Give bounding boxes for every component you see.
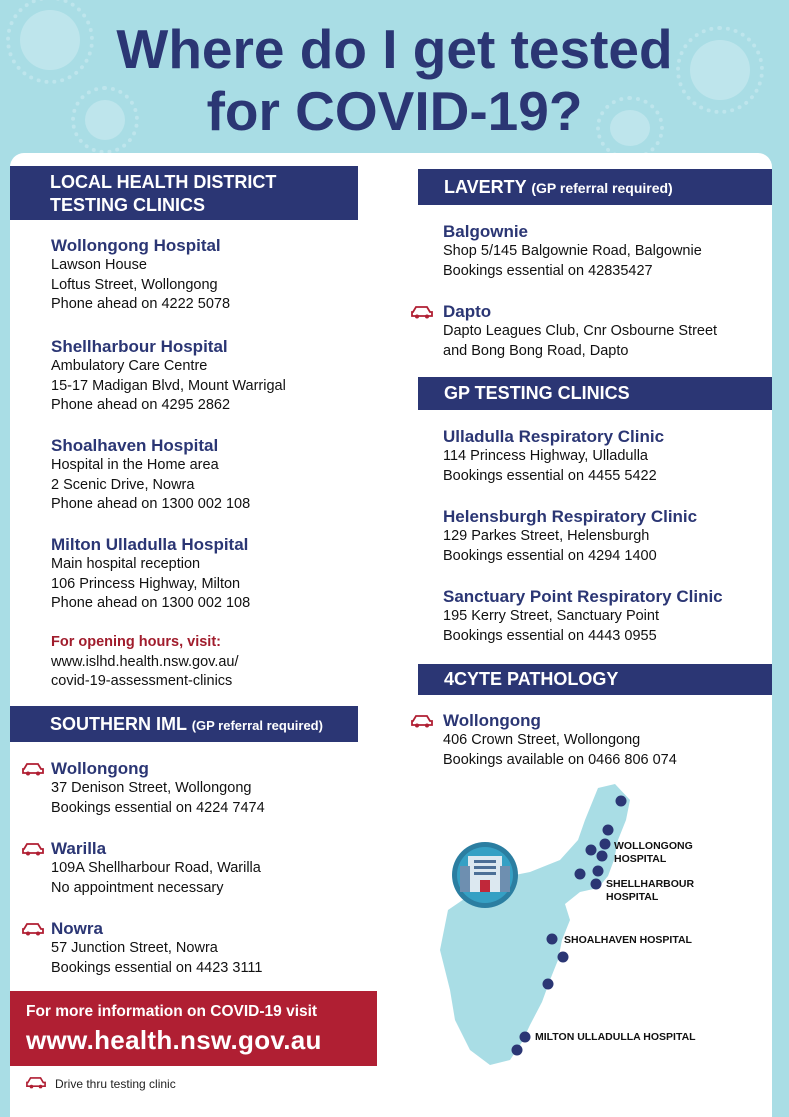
clinic-name: Dapto (443, 302, 492, 321)
clinic-phone: Phone ahead on 1300 002 108 (51, 595, 251, 611)
map-landmass (440, 784, 630, 1065)
southern-nowra (51, 918, 262, 978)
region-map (430, 780, 750, 1070)
map-dot (512, 1045, 523, 1056)
map-label-wollongong (614, 840, 693, 866)
legend-drive-thru: Drive thru testing clinic (55, 1077, 176, 1091)
clinic-line: Main hospital reception (51, 556, 201, 572)
4cyte-title: 4CYTE PATHOLOGY (444, 669, 619, 689)
clinic-name: Balgownie (443, 222, 529, 241)
title-line-1: Where do I get tested (116, 18, 673, 80)
map-dot (543, 979, 554, 990)
clinic-line: Shop 5/145 Balgownie Road, Balgownie (443, 243, 702, 259)
clinic-name: Nowra (51, 919, 103, 938)
clinic-line: 129 Parkes Street, Helensburgh (443, 528, 650, 544)
clinic-line: 406 Crown Street, Wollongong (443, 732, 641, 748)
map-dot (520, 1032, 531, 1043)
clinic-line: Lawson House (51, 257, 147, 273)
clinic-line: 195 Kerry Street, Sanctuary Point (443, 608, 659, 624)
hospital-icon (452, 842, 518, 908)
clinic-phone: Phone ahead on 4295 2862 (51, 397, 231, 413)
clinic-name: Shellharbour Hospital (51, 337, 228, 356)
car-icon (22, 762, 44, 776)
more-info-text: For more information on COVID-19 visit (26, 1003, 318, 1020)
clinic-shellharbour-hospital (51, 336, 286, 416)
clinic-line: Dapto Leagues Club, Cnr Osbourne Street (443, 323, 718, 339)
page-title (0, 18, 789, 142)
clinic-phone: Phone ahead on 1300 002 108 (51, 496, 251, 512)
clinic-phone: Bookings essential on 4423 3111 (51, 959, 263, 976)
car-icon (22, 842, 44, 856)
more-info-link[interactable]: www.health.nsw.gov.au (26, 1025, 322, 1055)
laverty-title: LAVERTY (444, 177, 527, 197)
southern-iml-heading (10, 706, 358, 742)
clinic-line: 114 Princess Highway, Ulladulla (443, 448, 648, 464)
clinic-name: Milton Ulladulla Hospital (51, 535, 249, 554)
map-label-line: SHELLHARBOUR (606, 878, 695, 890)
southern-iml-note: (GP referral required) (191, 718, 323, 733)
map-label-shellharbour (606, 878, 694, 904)
laverty-note: (GP referral required) (531, 180, 673, 196)
car-icon (411, 714, 433, 728)
gp-heading (418, 377, 772, 410)
map-dot (575, 869, 586, 880)
car-icon (26, 1076, 46, 1089)
clinic-phone: Bookings essential on 4443 0955 (443, 627, 657, 644)
clinic-name: Shoalhaven Hospital (51, 436, 219, 455)
clinic-milton-ulladulla-hospital (51, 534, 250, 614)
clinic-name: Sanctuary Point Respiratory Clinic (443, 587, 723, 606)
clinic-line: 109A Shellharbour Road, Warilla (51, 860, 261, 876)
laverty-balgownie (443, 221, 702, 281)
map-dot (597, 851, 608, 862)
lhd-heading-line1: LOCAL HEALTH DISTRICT (50, 172, 277, 192)
map-label-line: WOLLONGONG (614, 840, 693, 852)
gp-ulladulla (443, 426, 664, 486)
map-dot (600, 839, 611, 850)
clinic-phone: Bookings essential on 4224 7474 (51, 799, 265, 816)
clinic-name: Helensburgh Respiratory Clinic (443, 507, 698, 526)
laverty-heading (418, 169, 772, 205)
gp-title: GP TESTING CLINICS (444, 383, 630, 403)
map-dot (593, 866, 604, 877)
map-dot (591, 879, 602, 890)
title-line-2: for COVID-19? (206, 80, 583, 142)
4cyte-heading (418, 664, 772, 695)
clinic-line: 106 Princess Highway, Milton (51, 575, 241, 592)
clinic-name: Wollongong (51, 759, 149, 778)
map-label-milton: MILTON ULLADULLA HOSPITAL (535, 1031, 696, 1043)
lhd-heading-line2: TESTING CLINICS (50, 195, 206, 215)
laverty-dapto (443, 301, 717, 361)
clinic-line: Loftus Street, Wollongong (51, 276, 218, 293)
clinic-phone: Phone ahead on 4222 5078 (51, 296, 231, 312)
gp-helensburgh (443, 506, 697, 566)
southern-wollongong (51, 758, 265, 818)
lhd-heading (10, 166, 358, 220)
map-dot (586, 845, 597, 856)
clinic-line: 15-17 Madigan Blvd, Mount Warrigal (51, 377, 286, 394)
clinic-line: 37 Denison Street, Wollongong (51, 780, 252, 796)
clinic-name: Ulladulla Respiratory Clinic (443, 427, 665, 446)
car-icon (411, 305, 433, 319)
southern-iml-title: SOUTHERN IML (50, 714, 187, 734)
opening-hours-link-cont[interactable]: covid-19-assessment-clinics (51, 673, 233, 689)
clinic-name: Wollongong Hospital (51, 236, 221, 255)
clinic-line: Ambulatory Care Centre (51, 358, 208, 374)
more-info-box (10, 991, 377, 1066)
clinic-phone: Bookings essential on 4294 1400 (443, 547, 657, 564)
clinic-line: No appointment necessary (51, 879, 224, 896)
car-icon (22, 922, 44, 936)
clinic-phone: Bookings available on 0466 806 074 (443, 751, 677, 768)
clinic-phone: Bookings essential on 42835427 (443, 262, 653, 279)
clinic-name: Warilla (51, 839, 107, 858)
map-dot (547, 934, 558, 945)
opening-hours-label: For opening hours, visit: (51, 634, 221, 650)
clinic-wollongong-hospital (51, 235, 230, 315)
map-label-line: HOSPITAL (614, 853, 667, 865)
clinic-phone: Bookings essential on 4455 5422 (443, 467, 657, 484)
map-label-shoalhaven: SHOALHAVEN HOSPITAL (564, 934, 692, 946)
clinic-name: Wollongong (443, 711, 541, 730)
gp-sanctuary-point (443, 586, 723, 646)
clinic-shoalhaven-hospital (51, 435, 250, 515)
map-dot (603, 825, 614, 836)
map-label-line: HOSPITAL (606, 891, 659, 903)
clinic-line: 57 Junction Street, Nowra (51, 940, 218, 956)
opening-hours-link[interactable]: www.islhd.health.nsw.gov.au/ (51, 653, 239, 670)
map-dot (558, 952, 569, 963)
clinic-line: Hospital in the Home area (51, 457, 219, 473)
opening-hours-note (51, 633, 239, 692)
clinic-line: 2 Scenic Drive, Nowra (51, 476, 195, 493)
clinic-line: and Bong Bong Road, Dapto (443, 342, 629, 359)
southern-warilla (51, 838, 261, 898)
map-dot (616, 796, 627, 807)
4cyte-wollongong (443, 710, 677, 770)
